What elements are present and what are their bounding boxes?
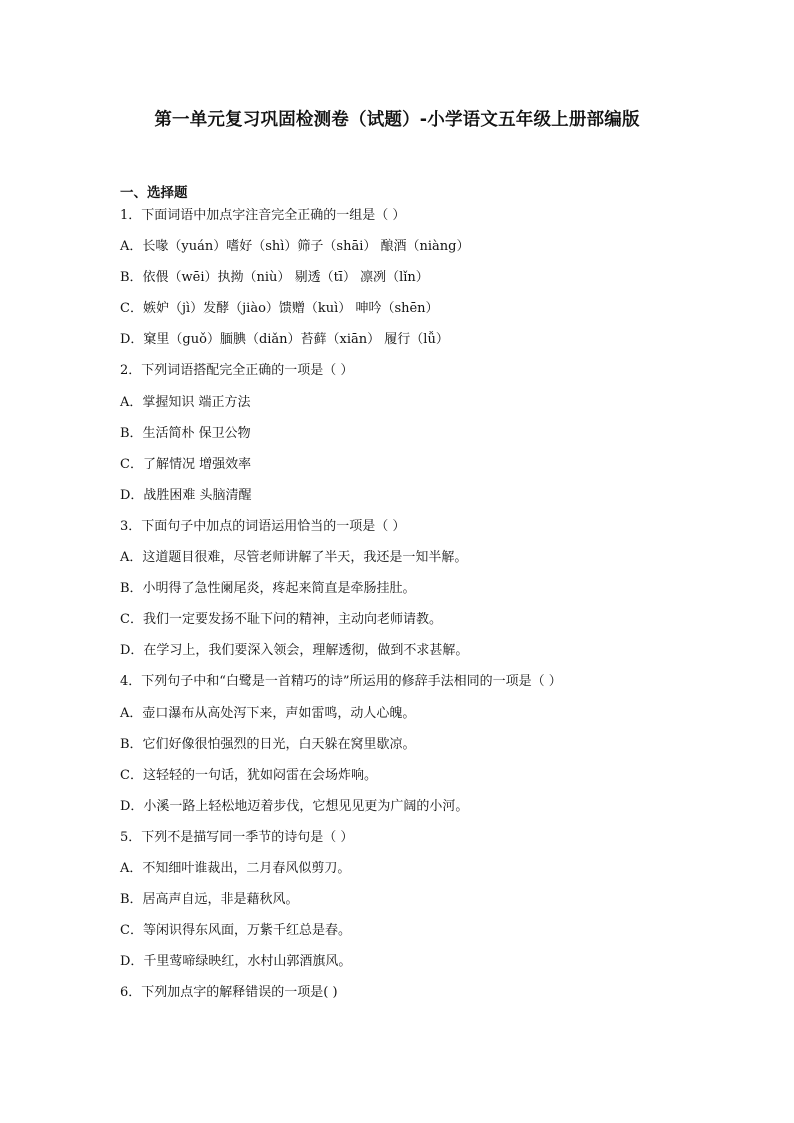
question-1-option-c: C．嫉妒（jì）发酵（jiào）馈赠（kuì） 呻吟（shēn） bbox=[120, 301, 439, 317]
question-3-stem: 3．下面句子中加点的词语运用恰当的一项是（ ） bbox=[120, 518, 406, 534]
question-6-stem: 6．下列加点字的解释错误的一项是( ) bbox=[120, 985, 338, 1001]
question-5-stem: 5．下列不是描写同一季节的诗句是（ ） bbox=[120, 829, 354, 845]
question-3-option-a: A．这道题目很难，尽管老师讲解了半天，我还是一知半解。 bbox=[120, 550, 468, 566]
question-1-option-a: A．长喙（yuán）嗜好（shì）筛子（shāi） 酿酒（niàng） bbox=[120, 239, 470, 255]
question-3-option-d: D．在学习上，我们要深入领会，理解透彻，做到不求甚解。 bbox=[120, 643, 469, 659]
question-3-option-b: B．小明得了急性阑尾炎，疼起来简直是牵肠挂肚。 bbox=[120, 581, 416, 597]
page-title: 第一单元复习巩固检测卷（试题）-小学语文五年级上册部编版 bbox=[154, 110, 640, 130]
question-2-option-c: C．了解情况 增强效率 bbox=[120, 456, 252, 472]
question-list bbox=[120, 205, 720, 1013]
question-5-option-d: D．千里莺啼绿映红，水村山郭酒旗风。 bbox=[120, 954, 352, 970]
question-1-option-b: B．依偎（wēi）执拗（niù） 剔透（tī） 凛冽（lǐn） bbox=[120, 270, 429, 286]
question-2-option-d: D．战胜困难 头脑清醒 bbox=[120, 487, 252, 503]
question-5-option-c: C．等闲识得东风面，万紫千红总是春。 bbox=[120, 923, 351, 939]
question-4-option-c: C．这轻轻的一句话，犹如闷雷在会场炸响。 bbox=[120, 767, 377, 783]
question-4-option-b: B．它们好像很怕强烈的日光，白天躲在窝里歇凉。 bbox=[120, 736, 416, 752]
question-1-stem: 1．下面词语中加点字注音完全正确的一组是（ ） bbox=[120, 208, 406, 223]
section-heading: 一、选择题 bbox=[120, 185, 188, 201]
question-2-option-a: A．掌握知识 端正方法 bbox=[120, 394, 251, 410]
question-2-stem: 2．下列词语搭配完全正确的一项是（ ） bbox=[120, 363, 354, 379]
question-4-stem: 4．下列句子中和“白鹭是一首精巧的诗”所运用的修辞手法相同的一项是（ ） bbox=[120, 674, 562, 690]
question-2-option-b: B．生活简朴 保卫公物 bbox=[120, 425, 251, 441]
question-4-option-a: A．壶口瀑布从高处泻下来，声如雷鸣，动人心魄。 bbox=[120, 705, 416, 721]
question-5-option-b: B．居高声自远，非是藉秋风。 bbox=[120, 892, 299, 908]
question-5-option-a: A．不知细叶谁裁出，二月春风似剪刀。 bbox=[120, 860, 351, 876]
question-3-option-c: C．我们一定要发扬不耻下问的精神，主动向老师请教。 bbox=[120, 612, 442, 628]
question-1-option-d: D．窠里（guǒ）腼腆（diǎn）苔藓（xiān） 履行（lǚ） bbox=[120, 332, 449, 348]
question-4-option-d: D．小溪一路上轻松地迈着步伐，它想见见更为广阔的小河。 bbox=[120, 798, 469, 814]
